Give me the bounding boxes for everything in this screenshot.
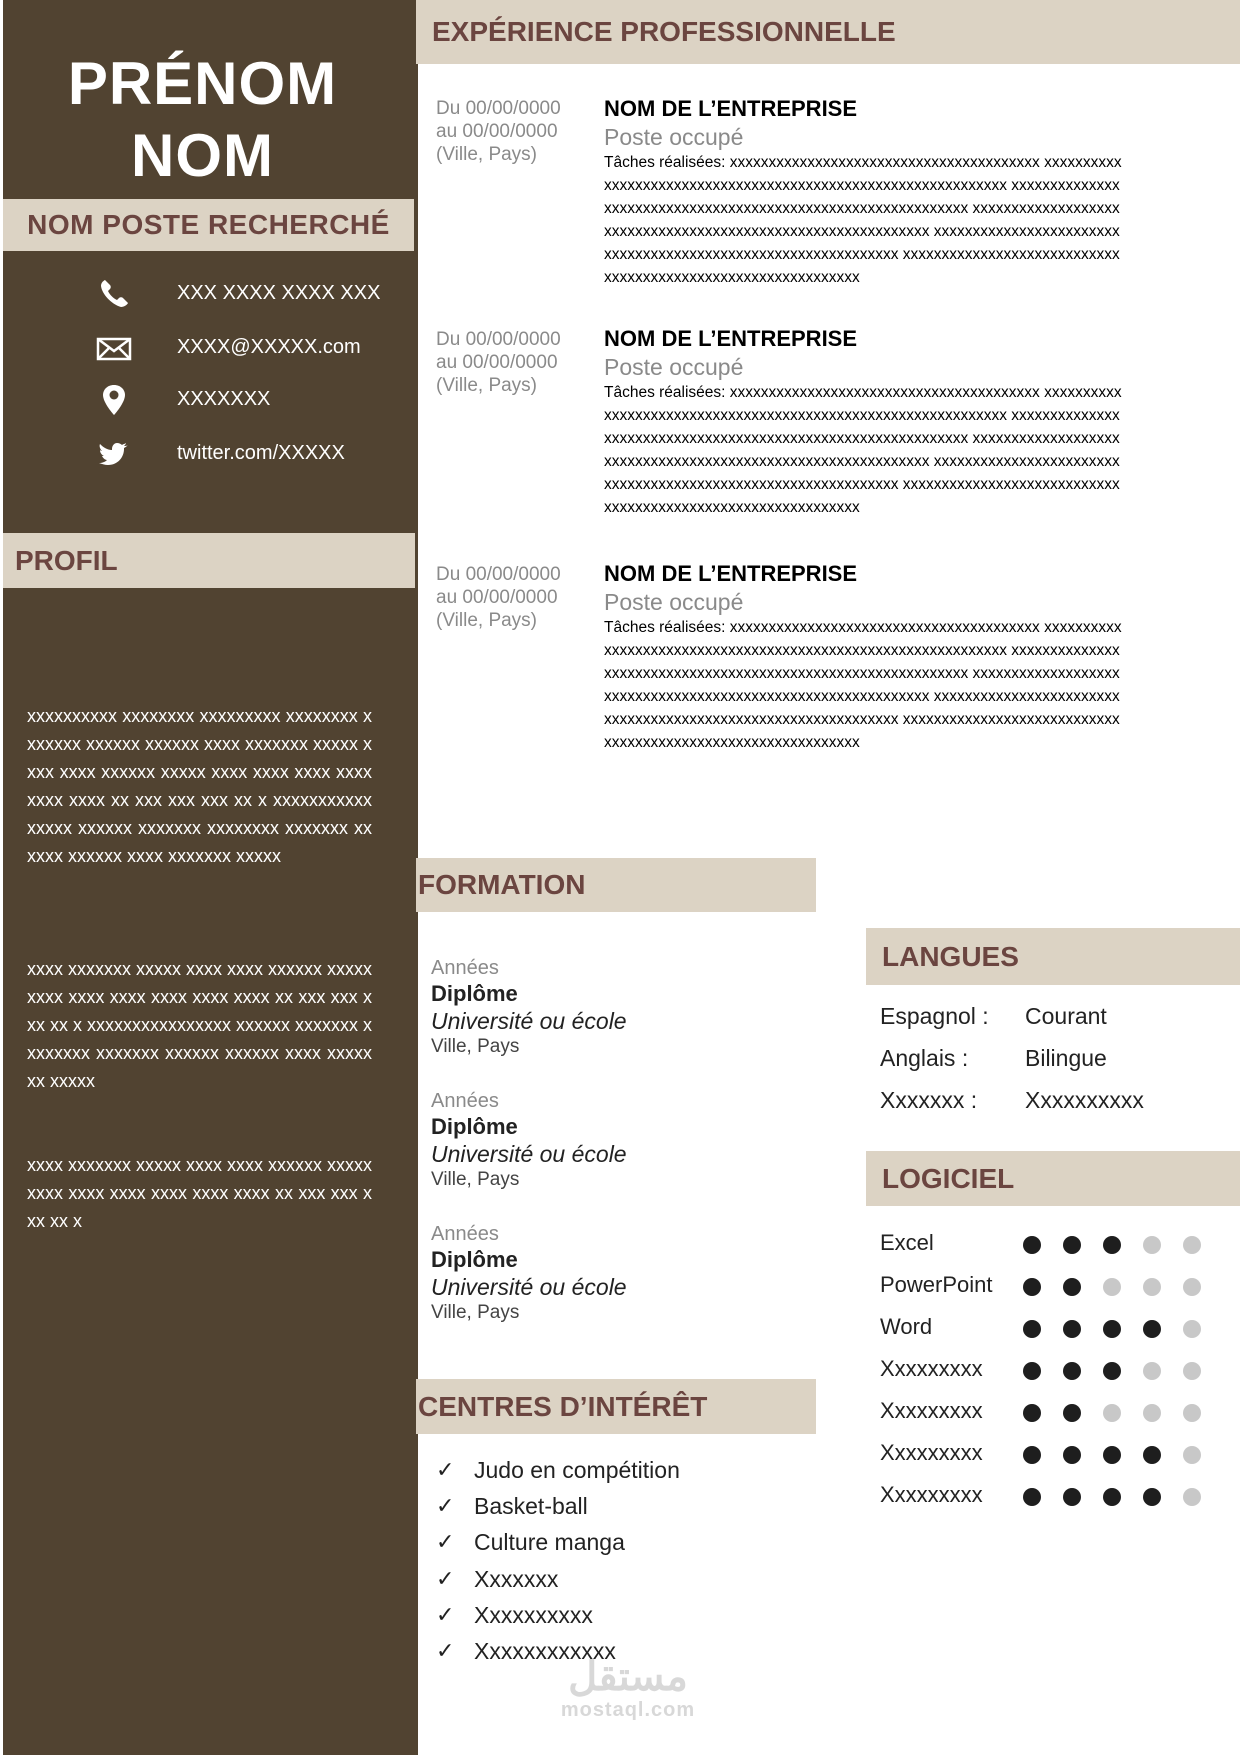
experience-date-from: Du 00/00/0000 (436, 98, 561, 119)
contact-twitter-text: twitter.com/XXXXX (177, 442, 345, 464)
first-name: PRÉNOM (67, 50, 338, 117)
level-dot-filled (1023, 1404, 1041, 1422)
watermark-latin: mostaql.com (560, 1699, 696, 1721)
job-title-band: NOM POSTE RECHERCHÉ (3, 199, 414, 251)
software-name: PowerPoint (880, 1272, 993, 1297)
formation-heading: FORMATION (416, 858, 816, 912)
experience-entry (604, 560, 1124, 754)
interest-label: Culture manga (474, 1529, 625, 1555)
contact-email-text: XXXX@XXXXX.com (177, 336, 361, 358)
experience-dates (436, 328, 586, 397)
profil-heading: PROFIL (3, 533, 415, 588)
level-dot-empty (1183, 1446, 1201, 1464)
software-name: Excel (880, 1230, 934, 1255)
language-level: Bilingue (1025, 1045, 1107, 1071)
experience-position: Poste occupé (604, 589, 744, 615)
experience-dates (436, 97, 586, 166)
experience-date-to: au 00/00/0000 (436, 587, 558, 608)
checkmark-icon: ✓ (436, 1529, 455, 1554)
checkmark-icon: ✓ (436, 1493, 455, 1518)
interest-label: Basket-ball (474, 1493, 588, 1519)
level-dot-filled (1063, 1236, 1081, 1254)
envelope-icon (96, 330, 132, 366)
experience-date-to: au 00/00/0000 (436, 352, 558, 373)
experience-date-from: Du 00/00/0000 (436, 564, 561, 585)
formation-school: Université ou école (431, 1274, 627, 1300)
language-name: Espagnol : (880, 1003, 989, 1029)
level-dot-empty (1183, 1404, 1201, 1422)
level-dot-filled (1023, 1446, 1041, 1464)
checkmark-icon: ✓ (436, 1602, 455, 1627)
level-dot-filled (1063, 1362, 1081, 1380)
formation-diploma: Diplôme (431, 1247, 518, 1272)
software-row (880, 1396, 1220, 1432)
level-dot-empty (1103, 1404, 1121, 1422)
formation-years: Années (431, 1223, 499, 1245)
level-dot-filled (1103, 1362, 1121, 1380)
profil-paragraph-2: xxxx xxxxxxx xxxxx xxxx xxxx xxxxxx xxxxx xxxx xxxx xxxx xxxx xxxx xxxx xx xxx xxx xxx xx x xxxxxxxxxxxxxxxx xxxxxx xxxxxxx xxxxxxxx xxxxxxx xxxxxx xxxxxx xxxx xxxxxxx xxxxx (27, 959, 373, 1091)
language-row (880, 1003, 1220, 1037)
contact-email (0, 328, 418, 368)
software-name: Xxxxxxxxx (880, 1440, 983, 1465)
profil-paragraph-3: xxxx xxxxxxx xxxxx xxxx xxxx xxxxxx xxxxx xxxx xxxx xxxx xxxx xxxx xxxx xx xxx xxx xxx xx x (27, 1155, 373, 1231)
level-dot-empty (1183, 1488, 1201, 1506)
language-row (880, 1087, 1220, 1121)
software-row (880, 1354, 1220, 1390)
experience-date-to: au 00/00/0000 (436, 121, 558, 142)
experience-position: Poste occupé (604, 354, 744, 380)
formation-diploma: Diplôme (431, 981, 518, 1006)
software-row (880, 1228, 1220, 1264)
language-name: Xxxxxxx : (880, 1087, 978, 1113)
level-dot-filled (1143, 1320, 1161, 1338)
level-dot-filled (1023, 1362, 1041, 1380)
software-name: Word (880, 1314, 933, 1339)
level-dot-empty (1143, 1278, 1161, 1296)
interest-label: Xxxxxxxxxx (474, 1602, 593, 1628)
level-dot-filled (1063, 1320, 1081, 1338)
software-name: Xxxxxxxxx (880, 1356, 983, 1381)
software-name: Xxxxxxxxx (880, 1482, 983, 1507)
experience-tasks: Tâches réalisées: xxxxxxxxxxxxxxxxxxxxxxxxxxxxxxxxxxxxxxxx xxxxxxxxxxxxxxxxxxxxxxxxxxxxxxxxxxxxxxxxxxxxxxxxxxxxxxxxxxxxxx xxxxxxxxxxxxxxxxxxxxxxxxxxxxxxxxxxxxxxxxxxxxxxxxxxxxxxxxxxxxx xxxxxxxxxxxxxxxxxxxxxxxxxxxxxxxxxxxxxxxxxxxxxxxxxxxxxxxxxxxxx xxxxxxxxxxxxxxxxxxxxxxxxxxxxxxxxxxxxxxxxxxxxxxxxxxxxxxxxxxxxxx xxxxxxxxxxxxxxxxxxxxxxxxxxxxxxxxxxxxxxxxxxxxxxxxxxxxxxxxxxxxx (604, 154, 1122, 286)
interest-item (436, 1562, 806, 1598)
software-row (880, 1438, 1220, 1474)
experience-tasks: Tâches réalisées: xxxxxxxxxxxxxxxxxxxxxxxxxxxxxxxxxxxxxxxx xxxxxxxxxxxxxxxxxxxxxxxxxxxxxxxxxxxxxxxxxxxxxxxxxxxxxxxxxxxxxx xxxxxxxxxxxxxxxxxxxxxxxxxxxxxxxxxxxxxxxxxxxxxxxxxxxxxxxxxxxxx xxxxxxxxxxxxxxxxxxxxxxxxxxxxxxxxxxxxxxxxxxxxxxxxxxxxxxxxxxxxx xxxxxxxxxxxxxxxxxxxxxxxxxxxxxxxxxxxxxxxxxxxxxxxxxxxxxxxxxxxxxx xxxxxxxxxxxxxxxxxxxxxxxxxxxxxxxxxxxxxxxxxxxxxxxxxxxxxxxxxxxxx (604, 384, 1122, 516)
interest-label: Judo en compétition (474, 1457, 680, 1483)
watermark-arabic: مستقل (568, 1655, 688, 1699)
formation-place: Ville, Pays (431, 1169, 520, 1190)
experience-date-from: Du 00/00/0000 (436, 329, 561, 350)
experience-place: (Ville, Pays) (436, 610, 538, 631)
experience-entry (604, 95, 1124, 289)
interests-heading: CENTRES D’INTÉRÊT (416, 1379, 816, 1434)
sidebar (0, 0, 418, 1755)
formation-school: Université ou école (431, 1141, 627, 1167)
contact-phone (0, 274, 418, 314)
level-dot-filled (1023, 1236, 1041, 1254)
level-dot-filled (1063, 1446, 1081, 1464)
level-dot-filled (1103, 1236, 1121, 1254)
contact-location-text: XXXXXXX (177, 388, 271, 410)
formation-years: Années (431, 957, 499, 979)
formation-diploma: Diplôme (431, 1114, 518, 1139)
formation-entry (431, 1222, 791, 1325)
level-dot-filled (1023, 1278, 1041, 1296)
level-dot-empty (1183, 1278, 1201, 1296)
interest-label: Xxxxxxxxxxxx (474, 1638, 616, 1664)
experience-heading: EXPÉRIENCE PROFESSIONNELLE (416, 0, 1240, 64)
experience-company: NOM DE L’ENTREPRISE (604, 561, 858, 586)
level-dot-empty (1183, 1236, 1201, 1254)
software-row (880, 1312, 1220, 1348)
formation-years: Années (431, 1090, 499, 1112)
interest-label: Xxxxxxx (474, 1566, 559, 1592)
contact-twitter (0, 434, 418, 474)
level-dot-filled (1143, 1488, 1161, 1506)
experience-entry (604, 325, 1124, 519)
last-name: NOM (131, 122, 274, 189)
full-name (0, 48, 405, 192)
software-heading: LOGICIEL (866, 1151, 1240, 1206)
language-row (880, 1045, 1220, 1079)
formation-place: Ville, Pays (431, 1302, 520, 1323)
experience-dates (436, 563, 586, 632)
formation-entry (431, 956, 791, 1059)
checkmark-icon: ✓ (436, 1566, 455, 1591)
experience-company: NOM DE L’ENTREPRISE (604, 326, 858, 351)
level-dot-filled (1023, 1320, 1041, 1338)
location-pin-icon (96, 382, 132, 418)
interest-item (436, 1525, 806, 1561)
checkmark-icon: ✓ (436, 1457, 455, 1482)
formation-school: Université ou école (431, 1008, 627, 1034)
phone-icon (96, 276, 132, 312)
sidebar-edge (0, 0, 3, 1755)
experience-tasks: Tâches réalisées: xxxxxxxxxxxxxxxxxxxxxxxxxxxxxxxxxxxxxxxx xxxxxxxxxxxxxxxxxxxxxxxxxxxxxxxxxxxxxxxxxxxxxxxxxxxxxxxxxxxxxx xxxxxxxxxxxxxxxxxxxxxxxxxxxxxxxxxxxxxxxxxxxxxxxxxxxxxxxxxxxxx xxxxxxxxxxxxxxxxxxxxxxxxxxxxxxxxxxxxxxxxxxxxxxxxxxxxxxxxxxxxx xxxxxxxxxxxxxxxxxxxxxxxxxxxxxxxxxxxxxxxxxxxxxxxxxxxxxxxxxxxxxx xxxxxxxxxxxxxxxxxxxxxxxxxxxxxxxxxxxxxxxxxxxxxxxxxxxxxxxxxxxxx (604, 619, 1122, 751)
languages-heading: LANGUES (866, 928, 1240, 985)
level-dot-empty (1143, 1404, 1161, 1422)
level-dot-empty (1183, 1362, 1201, 1380)
twitter-icon (96, 436, 132, 472)
level-dot-filled (1103, 1320, 1121, 1338)
level-dot-empty (1103, 1278, 1121, 1296)
formation-entry (431, 1089, 791, 1192)
mostaql-watermark (538, 1655, 718, 1721)
level-dot-filled (1063, 1404, 1081, 1422)
language-name: Anglais : (880, 1045, 969, 1071)
interest-item (436, 1598, 806, 1634)
level-dot-filled (1063, 1278, 1081, 1296)
experience-position: Poste occupé (604, 124, 744, 150)
interest-item (436, 1489, 806, 1525)
software-row (880, 1480, 1220, 1516)
software-row (880, 1270, 1220, 1306)
level-dot-empty (1143, 1236, 1161, 1254)
experience-place: (Ville, Pays) (436, 144, 538, 165)
level-dot-empty (1143, 1362, 1161, 1380)
contact-location (0, 380, 418, 420)
level-dot-empty (1183, 1320, 1201, 1338)
language-level: Xxxxxxxxxx (1025, 1087, 1144, 1113)
contact-phone-text: XXX XXXX XXXX XXX (177, 282, 381, 304)
interest-item (436, 1453, 806, 1489)
checkmark-icon: ✓ (436, 1638, 455, 1663)
language-level: Courant (1025, 1003, 1107, 1029)
level-dot-filled (1103, 1488, 1121, 1506)
level-dot-filled (1103, 1446, 1121, 1464)
level-dot-filled (1023, 1488, 1041, 1506)
experience-place: (Ville, Pays) (436, 375, 538, 396)
experience-company: NOM DE L’ENTREPRISE (604, 96, 858, 121)
software-name: Xxxxxxxxx (880, 1398, 983, 1423)
formation-place: Ville, Pays (431, 1036, 520, 1057)
profil-paragraph-1: xxxxxxxxxx xxxxxxxx xxxxxxxxx xxxxxxxx xxxxxxx xxxxxx xxxxxx xxxx xxxxxxx xxxxx xxxx xxxx xxxxxx xxxxx xxxx xxxx xxxx xxxx xxxx xxxx xx xxx xxx xxx xx x xxxxxxxxxxxxxxxx xxxxxx xxxxxxx xxxxxxxx xxxxxxx xxxxxx xxxxxx xxxx xxxxxxx xxxxx (27, 706, 373, 866)
level-dot-filled (1143, 1446, 1161, 1464)
level-dot-filled (1063, 1488, 1081, 1506)
